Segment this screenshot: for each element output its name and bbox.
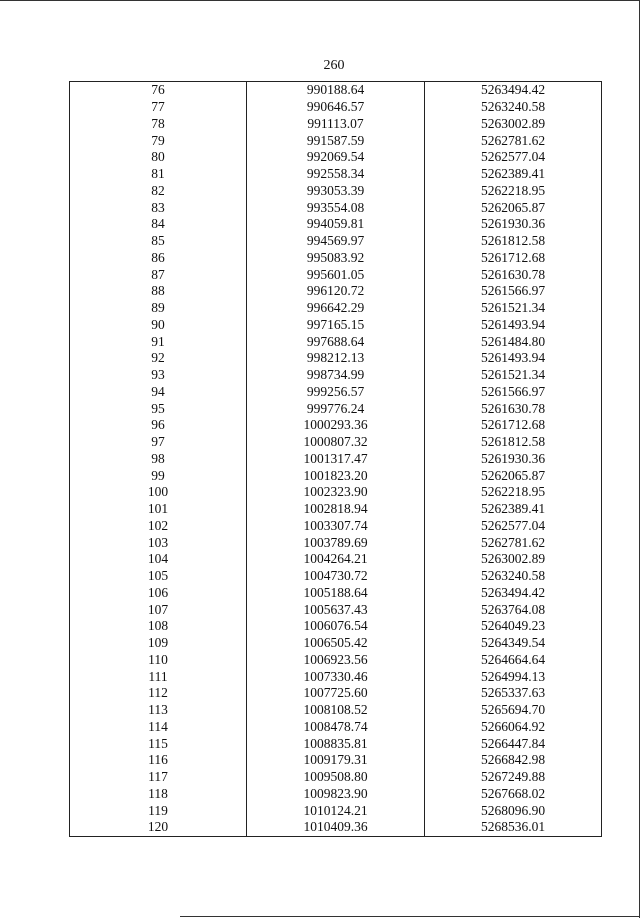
y-coordinate-cell: 5264994.13 [425,668,602,685]
y-coordinate-cell: 5261630.78 [425,266,602,283]
point-number-cell: 84 [70,216,247,233]
x-coordinate-cell: 1008108.52 [247,702,425,719]
y-coordinate-cell: 5262577.04 [425,149,602,166]
table-row [70,149,602,166]
point-number-cell: 105 [70,568,247,585]
point-number-cell: 86 [70,250,247,267]
x-coordinate-cell: 1003307.74 [247,518,425,535]
x-coordinate-cell: 998212.13 [247,350,425,367]
table-row [70,216,602,233]
y-coordinate-cell: 5261812.58 [425,233,602,250]
point-number-cell: 97 [70,434,247,451]
table-row [70,635,602,652]
y-coordinate-cell: 5268536.01 [425,819,602,836]
y-coordinate-cell: 5263002.89 [425,116,602,133]
table-row [70,367,602,384]
x-coordinate-cell: 1010409.36 [247,819,425,836]
point-number-cell: 90 [70,317,247,334]
coordinates-table-body [70,82,602,837]
table-row [70,819,602,836]
table-row [70,199,602,216]
x-coordinate-cell: 997165.15 [247,317,425,334]
table-row [70,568,602,585]
x-coordinate-cell: 999776.24 [247,400,425,417]
point-number-cell: 99 [70,467,247,484]
point-number-cell: 88 [70,283,247,300]
x-coordinate-cell: 1009508.80 [247,769,425,786]
x-coordinate-cell: 995601.05 [247,266,425,283]
table-row [70,82,602,99]
y-coordinate-cell: 5262389.41 [425,166,602,183]
x-coordinate-cell: 1004264.21 [247,551,425,568]
x-coordinate-cell: 992558.34 [247,166,425,183]
table-row [70,484,602,501]
point-number-cell: 101 [70,501,247,518]
y-coordinate-cell: 5264049.23 [425,618,602,635]
point-number-cell: 85 [70,233,247,250]
y-coordinate-cell: 5261812.58 [425,434,602,451]
x-coordinate-cell: 1009179.31 [247,752,425,769]
point-number-cell: 77 [70,99,247,116]
table-row [70,417,602,434]
x-coordinate-cell: 1006076.54 [247,618,425,635]
point-number-cell: 93 [70,367,247,384]
x-coordinate-cell: 1008478.74 [247,719,425,736]
y-coordinate-cell: 5263494.42 [425,585,602,602]
x-coordinate-cell: 1006505.42 [247,635,425,652]
x-coordinate-cell: 1010124.21 [247,802,425,819]
point-number-cell: 103 [70,534,247,551]
x-coordinate-cell: 1000293.36 [247,417,425,434]
point-number-cell: 89 [70,300,247,317]
y-coordinate-cell: 5261521.34 [425,300,602,317]
table-row [70,132,602,149]
point-number-cell: 112 [70,685,247,702]
x-coordinate-cell: 993554.08 [247,199,425,216]
x-coordinate-cell: 1007330.46 [247,668,425,685]
y-coordinate-cell: 5262781.62 [425,534,602,551]
y-coordinate-cell: 5261493.94 [425,317,602,334]
table-row [70,183,602,200]
y-coordinate-cell: 5263002.89 [425,551,602,568]
x-coordinate-cell: 993053.39 [247,183,425,200]
table-row [70,668,602,685]
table-row [70,501,602,518]
point-number-cell: 113 [70,702,247,719]
table-row [70,250,602,267]
point-number-cell: 98 [70,451,247,468]
y-coordinate-cell: 5261566.97 [425,384,602,401]
table-row [70,551,602,568]
y-coordinate-cell: 5262065.87 [425,467,602,484]
table-row [70,434,602,451]
y-coordinate-cell: 5266842.98 [425,752,602,769]
x-coordinate-cell: 1002323.90 [247,484,425,501]
y-coordinate-cell: 5263494.42 [425,82,602,99]
point-number-cell: 94 [70,384,247,401]
table-row [70,752,602,769]
y-coordinate-cell: 5266064.92 [425,719,602,736]
coordinates-table [69,81,602,837]
x-coordinate-cell: 1001823.20 [247,467,425,484]
point-number-cell: 118 [70,786,247,803]
y-coordinate-cell: 5262781.62 [425,132,602,149]
y-coordinate-cell: 5261566.97 [425,283,602,300]
x-coordinate-cell: 1005637.43 [247,601,425,618]
point-number-cell: 81 [70,166,247,183]
y-coordinate-cell: 5262218.95 [425,183,602,200]
table-row [70,618,602,635]
table-row [70,99,602,116]
table-row [70,317,602,334]
point-number-cell: 111 [70,668,247,685]
x-coordinate-cell: 992069.54 [247,149,425,166]
point-number-cell: 116 [70,752,247,769]
y-coordinate-cell: 5261712.68 [425,250,602,267]
x-coordinate-cell: 1002818.94 [247,501,425,518]
page-border-bottom [180,916,640,917]
point-number-cell: 110 [70,652,247,669]
table-row [70,685,602,702]
y-coordinate-cell: 5267668.02 [425,786,602,803]
table-row [70,585,602,602]
x-coordinate-cell: 1006923.56 [247,652,425,669]
y-coordinate-cell: 5264664.64 [425,652,602,669]
point-number-cell: 106 [70,585,247,602]
x-coordinate-cell: 1004730.72 [247,568,425,585]
x-coordinate-cell: 997688.64 [247,333,425,350]
point-number-cell: 92 [70,350,247,367]
point-number-cell: 87 [70,266,247,283]
y-coordinate-cell: 5262065.87 [425,199,602,216]
y-coordinate-cell: 5263764.08 [425,601,602,618]
x-coordinate-cell: 1005188.64 [247,585,425,602]
point-number-cell: 78 [70,116,247,133]
table-row [70,652,602,669]
y-coordinate-cell: 5265337.63 [425,685,602,702]
x-coordinate-cell: 995083.92 [247,250,425,267]
point-number-cell: 76 [70,82,247,99]
x-coordinate-cell: 1009823.90 [247,786,425,803]
x-coordinate-cell: 1001317.47 [247,451,425,468]
point-number-cell: 100 [70,484,247,501]
x-coordinate-cell: 994569.97 [247,233,425,250]
y-coordinate-cell: 5261712.68 [425,417,602,434]
table-row [70,802,602,819]
y-coordinate-cell: 5262389.41 [425,501,602,518]
x-coordinate-cell: 994059.81 [247,216,425,233]
y-coordinate-cell: 5262577.04 [425,518,602,535]
table-row [70,702,602,719]
x-coordinate-cell: 996120.72 [247,283,425,300]
x-coordinate-cell: 991587.59 [247,132,425,149]
table-row [70,534,602,551]
x-coordinate-cell: 1007725.60 [247,685,425,702]
y-coordinate-cell: 5261493.94 [425,350,602,367]
point-number-cell: 102 [70,518,247,535]
x-coordinate-cell: 1000807.32 [247,434,425,451]
point-number-cell: 104 [70,551,247,568]
x-coordinate-cell: 1003789.69 [247,534,425,551]
table-row [70,735,602,752]
point-number-cell: 120 [70,819,247,836]
table-row [70,233,602,250]
page-border-top [0,0,640,4]
point-number-cell: 95 [70,400,247,417]
point-number-cell: 108 [70,618,247,635]
x-coordinate-cell: 998734.99 [247,367,425,384]
table-row [70,786,602,803]
y-coordinate-cell: 5261630.78 [425,400,602,417]
table-row [70,601,602,618]
point-number-cell: 117 [70,769,247,786]
table-row [70,300,602,317]
y-coordinate-cell: 5263240.58 [425,99,602,116]
y-coordinate-cell: 5263240.58 [425,568,602,585]
point-number-cell: 80 [70,149,247,166]
point-number-cell: 83 [70,199,247,216]
x-coordinate-cell: 990646.57 [247,99,425,116]
point-number-cell: 107 [70,601,247,618]
table-row [70,769,602,786]
table-row [70,350,602,367]
point-number-cell: 109 [70,635,247,652]
point-number-cell: 119 [70,802,247,819]
table-row [70,400,602,417]
table-row [70,283,602,300]
x-coordinate-cell: 1008835.81 [247,735,425,752]
y-coordinate-cell: 5266447.84 [425,735,602,752]
y-coordinate-cell: 5261930.36 [425,451,602,468]
y-coordinate-cell: 5262218.95 [425,484,602,501]
table-row [70,116,602,133]
point-number-cell: 82 [70,183,247,200]
page-number: 260 [323,58,345,73]
table-row [70,719,602,736]
y-coordinate-cell: 5261930.36 [425,216,602,233]
table-row [70,518,602,535]
point-number-cell: 114 [70,719,247,736]
y-coordinate-cell: 5261484.80 [425,333,602,350]
y-coordinate-cell: 5265694.70 [425,702,602,719]
point-number-cell: 115 [70,735,247,752]
point-number-cell: 96 [70,417,247,434]
x-coordinate-cell: 996642.29 [247,300,425,317]
table-row [70,166,602,183]
y-coordinate-cell: 5267249.88 [425,769,602,786]
point-number-cell: 91 [70,333,247,350]
point-number-cell: 79 [70,132,247,149]
table-row [70,467,602,484]
table-row [70,266,602,283]
y-coordinate-cell: 5264349.54 [425,635,602,652]
table-row [70,451,602,468]
y-coordinate-cell: 5268096.90 [425,802,602,819]
x-coordinate-cell: 999256.57 [247,384,425,401]
x-coordinate-cell: 990188.64 [247,82,425,99]
x-coordinate-cell: 991113.07 [247,116,425,133]
table-row [70,333,602,350]
y-coordinate-cell: 5261521.34 [425,367,602,384]
table-row [70,384,602,401]
